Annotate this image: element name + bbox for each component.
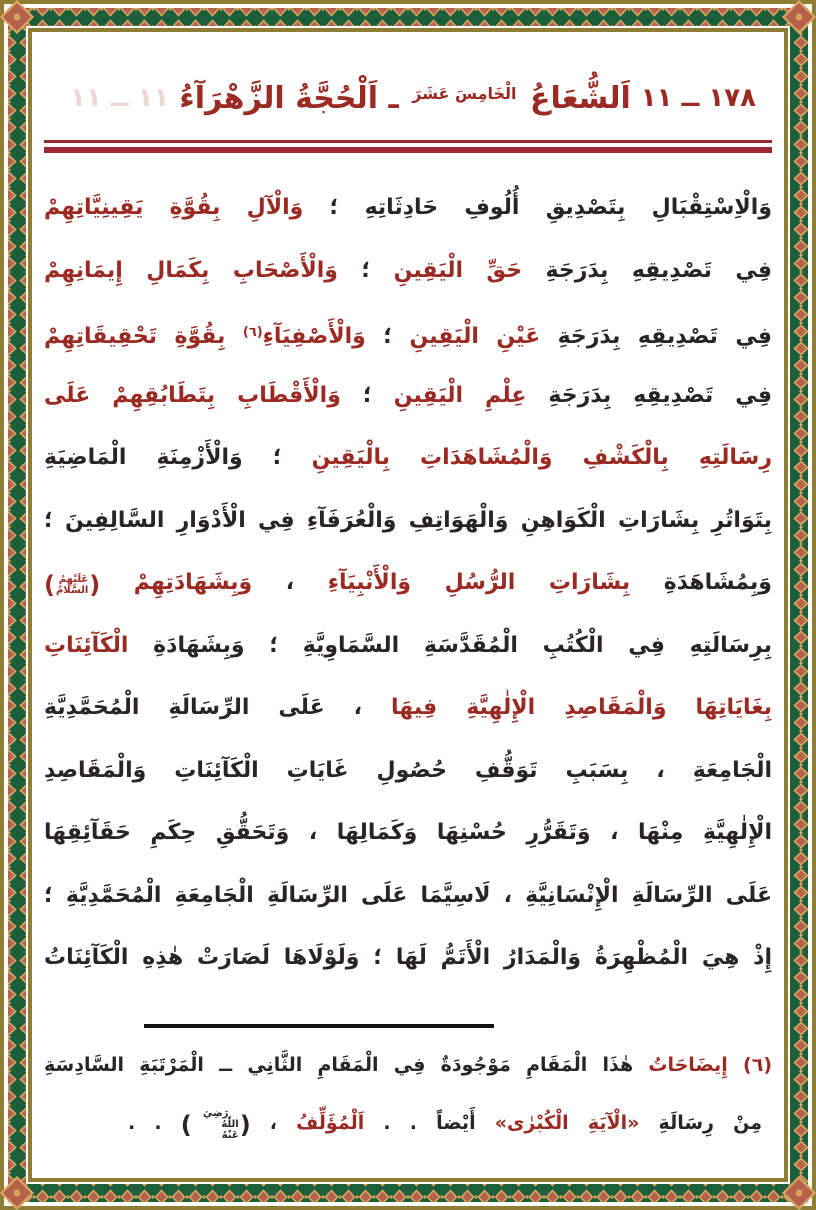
text-segment: الْجَامِعَةِ ، بِسَبَبِ تَوَقُّفِ حُصُولِ غَايَاتِ الْكَآئِنَاتِ وَالْمَقَاصِدِ xyxy=(44,757,772,783)
border-band-left xyxy=(8,8,26,1202)
header-divider xyxy=(44,140,772,153)
text-segment: اَلْمُؤَلِّفُ xyxy=(296,1111,365,1134)
text-segment: (٦) xyxy=(727,1053,772,1076)
page-number: ١٧٨ ــ ١١ xyxy=(640,83,756,113)
text-line xyxy=(44,865,772,928)
text-segment: رِسَالَتِهِ بِالْكَشْفِ وَالْمُشَاهَدَاتِ بِالْيَقِينِ xyxy=(311,445,772,470)
text-segment: ، عَلَى الرِّسَالَةِ الْمُحَمَّدِيَّةِ xyxy=(44,695,392,720)
border-band-top xyxy=(8,8,808,26)
text-segment: الْكَآئِنَاتِ xyxy=(44,632,129,658)
text-segment: «الْآيَةِ الْكُبْرٰى» xyxy=(494,1111,640,1134)
text-line xyxy=(44,427,772,490)
text-segment: هٰذَا الْمَقَامِ مَوْجُودَةٌ فِي الْمَقَامِ الثَّانِي ــ الْمَرْتَبَةِ السَّادِسَةِ xyxy=(44,1053,649,1076)
seal-part: عَلَيْهِمُ السَّلَامُ xyxy=(55,574,89,596)
text-segment: إِيضَاحَاتُ xyxy=(648,1053,728,1076)
text-segment: ؛ xyxy=(337,257,394,283)
text-line xyxy=(44,302,772,365)
text-segment: وَبِشَهَادَتِهِمْ xyxy=(133,570,253,595)
text-line xyxy=(44,1036,772,1094)
text-segment: فِي تَصْدِيقِهِ بِدَرَجَةِ xyxy=(522,257,772,283)
text-segment xyxy=(100,570,134,595)
text-segment: فِي تَصْدِيقِهِ بِدَرَجَةِ xyxy=(526,382,772,408)
text-segment: بِقُوَّةِ تَحْقِيقَاتِهِمْ xyxy=(44,324,226,349)
text-segment: ؛ xyxy=(365,324,410,349)
text-line xyxy=(44,240,772,303)
calligraphic-seal xyxy=(181,1108,251,1141)
border-band-right xyxy=(790,8,808,1202)
text-segment: بِرِسَالَتِهِ فِي الْكُتُبِ الْمُقَدَّسَةِ السَّمَاوِيَّةِ ؛ وَبِشَهَادَةِ xyxy=(128,632,772,658)
seal-part: ( xyxy=(239,1110,251,1139)
text-segment: ؛ وَالْأَزْمِنَةِ الْمَاضِيَةِ xyxy=(44,445,312,470)
text-line xyxy=(44,365,772,428)
text-segment: ؛ xyxy=(340,382,394,408)
divider-thick-line xyxy=(44,147,772,153)
chapter-title xyxy=(169,81,640,116)
text-segment: . . xyxy=(128,1111,181,1134)
text-line xyxy=(44,927,772,990)
text-segment xyxy=(225,324,242,349)
text-segment: وَالْاِسْتِقْبَالِ بِتَصْدِيقِ أُلُوفِ حَادِثَاتِهِ ؛ xyxy=(303,195,772,220)
text-line xyxy=(44,1094,772,1152)
text-segment: عَيْنِ الْيَقِينِ xyxy=(409,324,541,349)
title-main: اَلشُّعَاعُ xyxy=(529,80,631,116)
text-line xyxy=(44,552,772,615)
text-segment: وَالْأَقْطَابِ بِتَطَابُقِهِمْ عَلَى xyxy=(44,382,341,408)
text-segment: بِتَوَاتُرِ بِشَارَاتِ الْكَوَاهِنِ وَالْهَوَاتِفِ وَالْعُرَفَآءِ فِي الْأَدْوَارِ السَّالِفِينَ ؛ xyxy=(44,507,772,533)
title-ordinal: الْخَامِسَ عَشَرَ xyxy=(412,83,517,103)
text-segment: وَالْأَصْفِيَآءِ xyxy=(262,324,366,349)
text-line xyxy=(44,740,772,803)
footnote xyxy=(44,1036,772,1152)
text-segment: إِذْ هِيَ الْمُظْهِرَةُ وَالْمَدَارُ الْأَتَمُّ لَهَا ؛ وَلَوْلَاهَا لَصَارَتْ هٰذِهِ الْكَآئِنَاتُ xyxy=(44,945,772,970)
divider-thin-line xyxy=(44,140,772,143)
text-line xyxy=(44,615,772,678)
title-rest: ـ اَلْحُجَّةُ الزَّهْرَآءُ xyxy=(179,80,399,116)
text-line xyxy=(44,677,772,740)
text-segment: ، xyxy=(250,1111,297,1134)
text-segment: بِغَايَاتِهَا وَالْمَقَاصِدِ الْإِلٰهِيَّةِ فِيهَا xyxy=(391,695,772,720)
seal-part: ) xyxy=(44,571,55,599)
ghost-page-number: ١١ ــ ١١ xyxy=(70,83,170,113)
text-segment: حَقِّ الْيَقِينِ xyxy=(393,257,523,283)
text-segment: وَالْأَصْحَابِ بِكَمَالِ إِيمَانِهِمْ xyxy=(44,257,338,283)
text-segment: فِي تَصْدِيقِهِ بِدَرَجَةِ xyxy=(540,324,772,349)
text-segment: عَلَى الرِّسَالَةِ الْإِنْسَانِيَّةِ ، لَاسِيَّمَا عَلَى الرِّسَالَةِ الْجَامِعَةِ الْمُحَمَّدِيَّةِ ؛ xyxy=(44,882,772,908)
calligraphic-seal xyxy=(44,573,100,597)
text-segment: وَبِمُشَاهَدَةِ xyxy=(630,570,772,595)
text-line xyxy=(44,177,772,240)
seal-part: ) xyxy=(180,1110,192,1139)
page-header xyxy=(44,66,772,130)
body-text xyxy=(44,177,772,990)
text-segment: عِلْمِ الْيَقِينِ xyxy=(393,382,527,408)
footnote-separator xyxy=(144,1024,494,1028)
text-segment: الْإِلٰهِيَّةِ مِنْهَا ، وَتَقَرُّرِ حُسْنِهَا وَكَمَالِهَا ، وَتَحَقُّقِ حِكَمِ حَقَآئِقِهَا xyxy=(44,820,772,845)
text-segment: أَيْضاً . . xyxy=(364,1111,495,1134)
text-segment: وَالْآلِ بِقُوَّةِ يَقِينِيَّاتِهِمْ xyxy=(44,195,304,220)
text-segment: بِشَارَاتِ الرُّسُلِ وَالْأَنْبِيَآءِ xyxy=(327,570,631,595)
text-line xyxy=(44,802,772,865)
text-segment: مِنْ رِسَالَةِ xyxy=(639,1111,762,1134)
seal-part: رَضِيَ اللّٰهُ عَنْهُ xyxy=(202,1108,239,1141)
footnote-reference: (٦) xyxy=(242,325,263,340)
text-segment: ، xyxy=(252,570,328,595)
seal-part: ( xyxy=(89,571,101,599)
text-line xyxy=(44,490,772,553)
page-content xyxy=(32,32,784,1178)
border-band-bottom xyxy=(8,1184,808,1202)
